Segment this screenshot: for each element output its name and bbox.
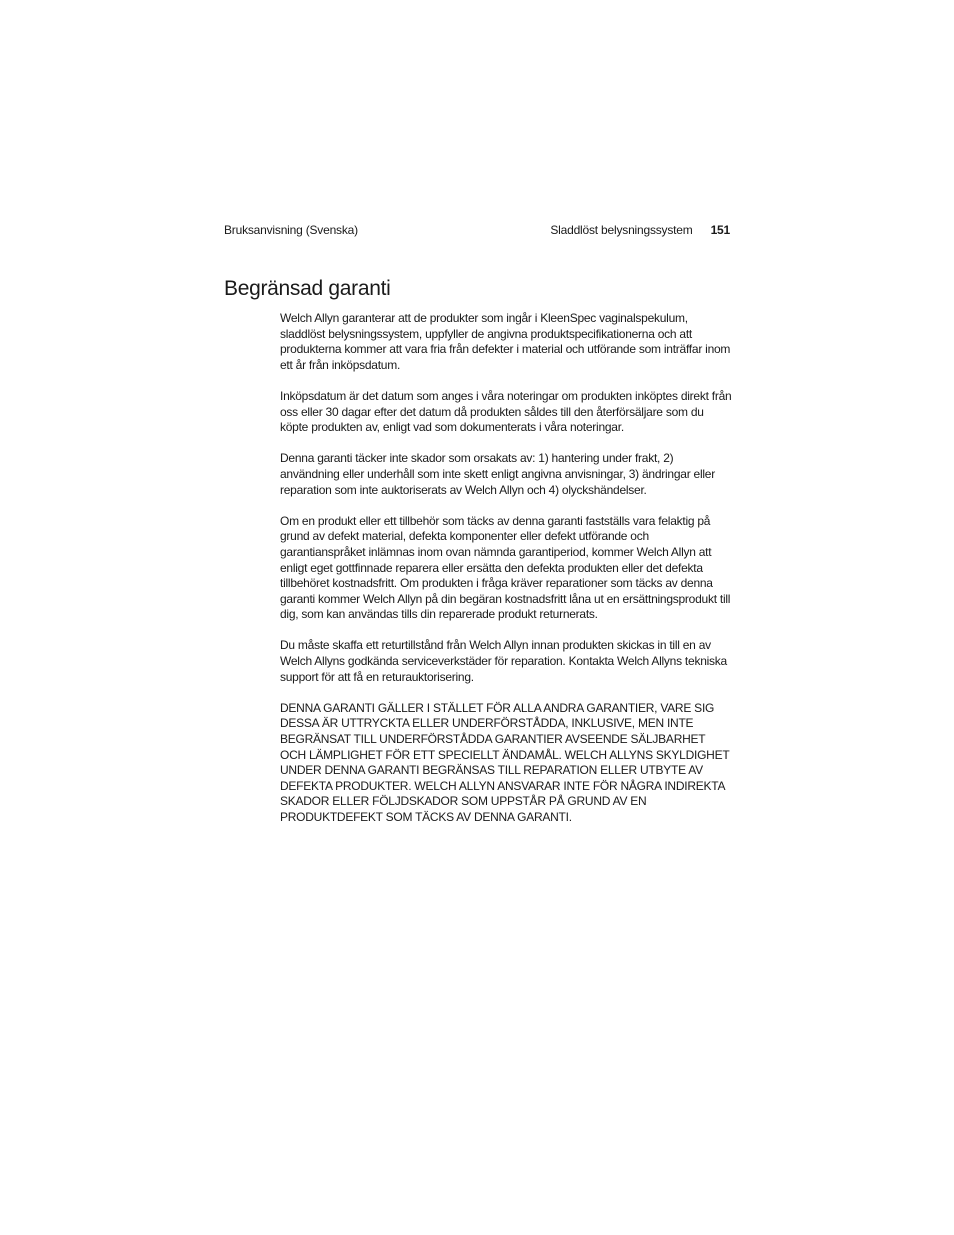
- section-title: Begränsad garanti: [224, 277, 391, 300]
- paragraph-return-authorization: Du måste skaffa ett returtillstånd från Welch Allyn innan produkten skickas in till en av Welch Allyns godkända serviceverkstäder för reparation. Kontakta Welch Allyns tekniska support för att få en returauktorisering.: [280, 638, 727, 684]
- paragraph-warranty-scope: Welch Allyn garanterar att de produkter som ingår i KleenSpec vaginalspekulum, sladdlöst belysningssystem, uppfyller de angivna produktspecifikationerna och att produkterna kommer att vara fria från defekter i material och utförande som inträffar inom ett år från inköpsdatum.: [280, 311, 731, 372]
- paragraph-disclaimer: DENNA GARANTI GÄLLER I STÄLLET FÖR ALLA ANDRA GARANTIER, VARE SIG DESSA ÄR UTTRYCKTA ELLER UNDERFÖRSTÅDDA, INKLUSIVE, MEN INTE BEGRÄNSAT TILL UNDERFÖRSTÅDDA GARANTIER AVSEENDE SÄLJBARHET OCH LÄMPLIGHET FÖR ETT SPECIELLT ÄNDAMÅL. WELCH ALLYNS SKYLDIGHET UNDER DENNA GARANTI BEGRÄNSAS TILL REPARATION ELLER UTBYTE AV DEFEKTA PRODUKTER. WELCH ALLYN ANSVARAR INTE FÖR NÅGRA INDIREKTA SKADOR ELLER FÖLJDSKADOR SOM UPPSTÅR PÅ GRUND AV EN PRODUKTDEFEKT SOM TÄCKS AV DENNA GARANTI.: [280, 700, 730, 824]
- header-right-group: [550, 221, 730, 239]
- running-header: [224, 221, 730, 239]
- page-number: 151: [710, 223, 730, 237]
- paragraph-exclusions: Denna garanti täcker inte skador som orsakats av: 1) hantering under frakt, 2) användning eller underhåll som inte skett enligt angivna anvisningar, 3) ändringar eller reparation som inte auktoriserats av Welch Allyn och 4) olyckshändelser.: [280, 451, 715, 497]
- product-name: Sladdlöst belysningssystem: [550, 223, 693, 237]
- paragraph-purchase-date: Inköpsdatum är det datum som anges i våra noteringar om produkten inköptes direkt från oss eller 30 dagar efter det datum då produkten såldes till den återförsäljare som du köpte produkten av, enligt vad som dokumenterats i våra noteringar.: [280, 388, 732, 435]
- manual-title: Bruksanvisning (Svenska): [224, 223, 358, 237]
- warranty-body: [280, 311, 732, 841]
- paragraph-repair-replacement: Om en produkt eller ett tillbehör som täcks av denna garanti fastställs vara felaktig på grund av defekt material, defekta komponenter eller defekt utförande och garantianspråket inlämnas inom ovan nämnda garantiperiod, kommer Welch Allyn att enligt eget gottfinnade reparera eller ersätta den defekta produkten eller det defekta tillbehöret kostnadsfritt. Om produkten i fråga kräver reparationer som täcks av denna garanti kommer Welch Allyn på din begäran kostnadsfritt låna ut en ersättningsprodukt till dig, som kan användas tills din reparerade produkt returnerats.: [280, 513, 731, 622]
